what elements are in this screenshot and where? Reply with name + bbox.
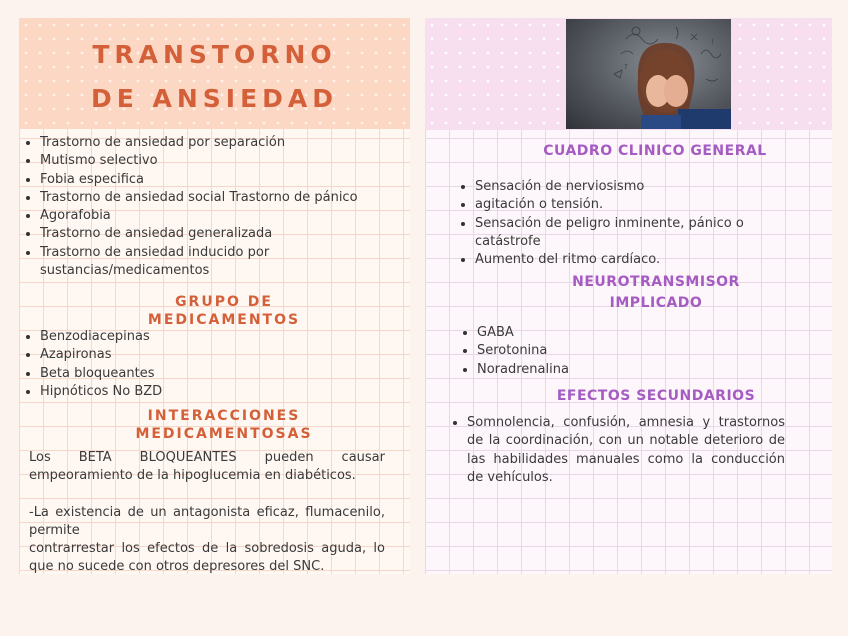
list-item: Mutismo selectivo xyxy=(19,152,399,170)
page-title-line1: TRANSTORNO xyxy=(92,40,337,69)
interactions-paragraph-1: Los BETA BLOQUEANTES pueden causar empeoramiento de la hipoglucemia en diabéticos. xyxy=(29,450,385,484)
right-panel xyxy=(425,18,832,574)
list-item: Hipnóticos No BZD xyxy=(19,383,399,401)
list-item: Trastorno de ansiedad por separación xyxy=(19,134,399,152)
list-item: Sensación de nerviosismo xyxy=(454,178,774,196)
svg-text:!: ! xyxy=(711,38,714,46)
drugs-heading-line1: GRUPO DE xyxy=(175,294,273,310)
neuro-list xyxy=(456,324,756,379)
list-item: Beta bloqueantes xyxy=(19,365,399,383)
list-item: Noradrenalina xyxy=(456,361,756,379)
clinical-heading: CUADRO CLINICO GENERAL xyxy=(543,143,767,159)
title-banner xyxy=(19,18,410,129)
interactions-heading xyxy=(109,407,339,443)
neuro-heading xyxy=(545,272,767,314)
page-title-line2: DE ANSIEDAD xyxy=(90,84,339,113)
anxious-woman-photo xyxy=(566,19,731,129)
interactions-paragraph-2a: -La existencia de un antagonista eficaz, flumacenilo, permite xyxy=(29,505,385,539)
drugs-heading xyxy=(119,293,329,329)
list-item: Trastorno de ansiedad generalizada xyxy=(19,225,399,243)
list-item: Aumento del ritmo cardíaco. xyxy=(454,251,774,269)
svg-text:?: ? xyxy=(624,63,628,71)
anxious-woman-illustration xyxy=(566,19,731,129)
drug-list xyxy=(19,328,399,401)
list-item: Fobia especifica xyxy=(19,171,399,189)
list-item: agitación o tensión. xyxy=(454,196,774,214)
list-item: Benzodiacepinas xyxy=(19,328,399,346)
interactions-heading-line1: INTERACCIONES xyxy=(147,408,301,424)
left-panel xyxy=(19,18,410,574)
list-item: Serotonina xyxy=(456,342,756,360)
list-item: Sensación de peligro inminente, pánico o catástrofe xyxy=(454,215,774,252)
clinical-list xyxy=(454,178,774,269)
effects-list xyxy=(446,414,785,487)
interactions-paragraph-2b: contrarrestar los efectos de la sobredosis aguda, lo que no sucede con otros depresores del SNC. xyxy=(29,541,385,574)
list-item: Azapironas xyxy=(19,346,399,364)
interactions-heading-line2: MEDICAMENTOSAS xyxy=(135,426,313,442)
neuro-heading-line2: IMPLICADO xyxy=(609,295,703,311)
image-header xyxy=(425,18,832,130)
list-item: Somnolencia, confusión, amnesia y trastornos de la coordinación, con un notable deterioro de las habilidades manuales como la conducción de vehículos. xyxy=(446,414,785,487)
list-item: Trastorno de ansiedad inducido por sustancias/medicamentos xyxy=(19,244,285,281)
drugs-heading-line2: MEDICAMENTOS xyxy=(147,312,301,328)
effects-heading: EFECTOS SECUNDARIOS xyxy=(556,388,756,404)
list-item: GABA xyxy=(456,324,756,342)
list-item: Agorafobia xyxy=(19,207,399,225)
list-item: Trastorno de ansiedad social Trastorno de pánico xyxy=(19,189,399,207)
disorder-list xyxy=(19,134,399,280)
neuro-heading-line1: NEUROTRANSMISOR xyxy=(572,274,740,290)
